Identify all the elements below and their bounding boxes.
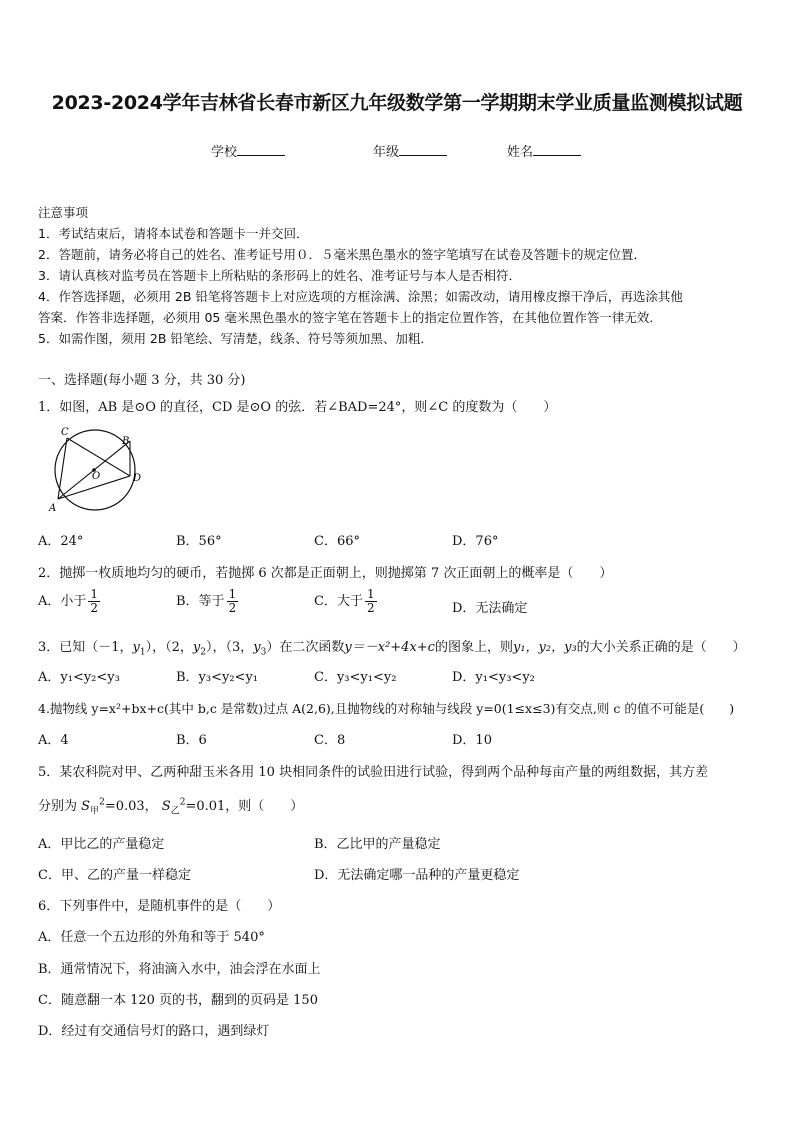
q5-option-c: C．甲、乙的产量一样稳定 <box>38 868 191 883</box>
question-6-stem: 6．下列事件中，是随机事件的是（ ） <box>38 899 281 914</box>
school-field <box>211 141 285 160</box>
question-4-stem: 4.抛物线 y=x²+bx+c(其中 b,c 是常数)过点 A(2,6),且抛物线的对称轴与线段 y=0(1≤x≤3)有交点,则 c 的值不可能是( ) <box>38 701 735 716</box>
numerator: 1 <box>90 587 99 601</box>
note-item: 4．作答选择题，必须用 2B 铅笔将答题卡上对应选项的方框涂满、涂黑；如需改动，请用橡皮擦干净后，再选涂其他 <box>38 289 683 304</box>
q3-text: 的大小关系正确的是（ ） <box>576 640 746 655</box>
q2-option-c <box>314 588 379 615</box>
q5-option-a: A．甲比乙的产量稳定 <box>38 837 165 852</box>
q2-option-c-text: C．大于 <box>314 594 363 609</box>
denominator: 2 <box>90 601 99 615</box>
variance-sub-jia: 甲 <box>90 806 100 817</box>
q3-text: ）在二次函数 <box>266 640 345 655</box>
q6-option-a: A．任意一个五边形的外角和等于 540° <box>38 930 265 945</box>
school-blank <box>237 143 285 156</box>
label-b: B <box>122 436 130 447</box>
label-d: D <box>133 473 142 484</box>
note-item: 答案．作答非选择题，必须用 05 毫米黑色墨水的签字笔在答题卡上的指定位置作答，在其他位置作答一律无效． <box>38 310 662 325</box>
variance-symbol: S <box>81 799 91 814</box>
note-item: 1．考试结束后，请将本试卷和答题卡一并交回． <box>38 226 309 241</box>
variance-symbol: S <box>161 799 171 814</box>
q2-option-a-text: A．小于 <box>38 594 87 609</box>
variance-sub-yi: 乙 <box>170 806 180 817</box>
page-title: 2023-2024学年吉林省长春市新区九年级数学第一学期期末学业质量监测模拟试题 <box>51 92 743 114</box>
q6-option-d: D．经过有交通信号灯的路口，遇到绿灯 <box>38 1024 270 1039</box>
q5-option-b: B．乙比甲的产量稳定 <box>314 837 441 852</box>
q4-option-c: C．8 <box>314 733 346 748</box>
q6-option-b: B．通常情况下，将油滴入水中，油会浮在水面上 <box>38 962 321 977</box>
q4-option-a: A．4 <box>38 733 69 748</box>
q2-option-d: D．无法确定 <box>452 601 528 616</box>
q5-text: 分别为 <box>38 799 78 814</box>
question-5-stem-line2 <box>38 795 303 817</box>
denominator: 2 <box>366 601 375 615</box>
variance-value-jia: =0.03， <box>104 799 158 814</box>
numerator: 1 <box>366 587 375 601</box>
q3-text: ），（3， <box>206 640 254 655</box>
question-2-stem: 2．抛掷一枚质地均匀的硬币，若抛掷 6 次都是正面朝上，则抛掷第 7 次正面朝上的概率是（ ） <box>38 566 613 581</box>
label-c: C <box>61 427 69 438</box>
note-item: 5．如需作图，须用 2B 铅笔绘、写清楚，线条、符号等须加黑、加粗． <box>38 331 433 346</box>
var-list: y₁，y₂，y₃ <box>512 640 577 655</box>
numerator: 1 <box>228 587 237 601</box>
q3-text: 3．已知（－1， <box>38 640 133 655</box>
question-5-stem-line1: 5．某农科院对甲、乙两种甜玉米各用 10 块相同条件的试验田进行试验，得到两个品种每亩产量的两组数据，其方差 <box>38 765 709 780</box>
q1-option-a: A．24° <box>38 534 84 549</box>
q3-option-b: B．y₃<y₂<y₁ <box>176 670 259 685</box>
grade-blank <box>399 143 447 156</box>
grade-label: 年级 <box>373 145 400 160</box>
circle-diagram <box>36 424 146 514</box>
q2-option-b <box>176 588 240 615</box>
note-item: 2．答题前，请务必将自己的姓名、准考证号用０．５毫米黑色墨水的签字笔填写在试卷及答题卡的规定位置． <box>38 247 646 262</box>
fraction-half <box>88 588 100 615</box>
q3-text: ），（2， <box>145 640 193 655</box>
fraction-half <box>227 588 239 615</box>
q1-option-b: B．56° <box>176 534 222 549</box>
name-field <box>507 141 581 160</box>
school-label: 学校 <box>211 145 238 160</box>
label-a: A <box>49 503 57 514</box>
grade-field <box>373 141 447 160</box>
var-y: y <box>132 640 140 655</box>
q3-option-d: D．y₁<y₃<y₂ <box>452 670 535 685</box>
q4-option-b: B．6 <box>176 733 207 748</box>
variance-sup: 2 <box>179 797 186 808</box>
q3-text: 的图象上，则 <box>434 640 513 655</box>
q3-option-a: A．y₁<y₂<y₃ <box>38 670 120 685</box>
variance-sup: 2 <box>99 797 105 808</box>
name-label: 姓名 <box>507 145 534 160</box>
q2-option-a <box>38 588 102 615</box>
q1-option-d: D．76° <box>452 534 499 549</box>
name-blank <box>533 143 581 156</box>
fraction-half <box>365 588 377 615</box>
q3-option-c: C．y₃<y₁<y₂ <box>314 670 397 685</box>
q5-option-d: D．无法确定哪一品种的产量更稳定 <box>314 868 520 883</box>
var-y: y <box>192 640 201 655</box>
function-expression: y＝－x²+4x+c <box>344 640 435 655</box>
notes-title: 注意事项 <box>38 205 89 220</box>
q6-option-c: C．随意翻一本 120 页的书，翻到的页码是 150 <box>38 993 318 1008</box>
question-1-stem: 1．如图，AB 是⊙O 的直径，CD 是⊙O 的弦．若∠BAD=24°，则∠C 的度数为（ ） <box>38 400 557 415</box>
q2-option-b-text: B．等于 <box>176 594 225 609</box>
section-heading: 一、选择题(每小题 3 分，共 30 分) <box>38 373 246 388</box>
q4-option-d: D．10 <box>452 733 492 748</box>
var-y: y <box>253 640 261 655</box>
label-o: O <box>92 471 101 482</box>
denominator: 2 <box>228 601 237 615</box>
note-item: 3．请认真核对监考员在答题卡上所粘贴的条形码上的姓名、准考证号与本人是否相符． <box>38 268 521 283</box>
question-3-stem: 3．已知（－1，$y_1$），（2，$y_2$），（3，$y_3$）在二次函数y＝－x²+4x+c的图象上，则y₁，y₂，y₃的大小关系正确的是（ ） <box>38 640 746 658</box>
q1-option-c: C．66° <box>314 534 360 549</box>
variance-value-yi: =0.01，则（ ） <box>185 799 304 814</box>
